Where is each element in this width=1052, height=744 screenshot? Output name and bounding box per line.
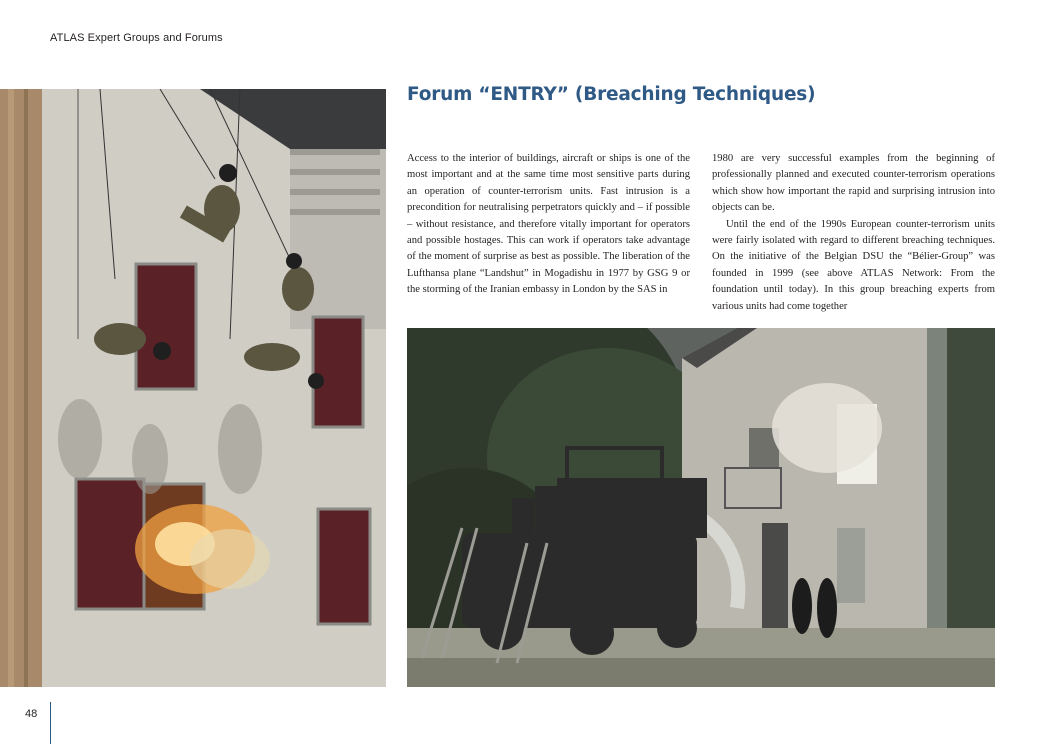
running-header: ATLAS Expert Groups and Forums: [50, 32, 223, 44]
page-number: 48: [25, 708, 38, 720]
footer-rule: [50, 702, 51, 744]
paragraph: 1980 are very successful examples from the beginning of professionally planned and executed counter-terrorism operations which show how important the rapid and surprising intrusion into objects can be.: [712, 153, 995, 214]
page-title: Forum “ENTRY” (Breaching Techniques): [407, 84, 816, 105]
paragraph: Access to the interior of buildings, aircraft or ships is one of the most important and at the same time most sensitive parts during an operation of counter-terrorism units. Fast intrusion is a precondition for neutralising perpetrators quickly and – if possible – without resistance, and therefore vitally important for operators and possible hostages. This can work if operators take advantage of the moment of surprise as best as possible. The liberation of the Lufthansa plane “Landshut” in Mogadishu in 1977 by GSG 9 or the storming of the Iranian embassy in London by the SAS in: [407, 153, 690, 296]
photo-breaching-vehicle: [407, 328, 995, 687]
article-column-right: [712, 151, 995, 315]
photo-rappelling-operators: [0, 89, 386, 687]
article-column-left: [407, 151, 690, 299]
paragraph: Until the end of the 1990s European counter-terrorism units were fairly isolated with regard to different breaching techniques. On the initiative of the Belgian DSU the “Bélier-Group” was founded in 1999 (see above ATLAS Network: From the foundation until today). In this group breaching experts from various units had come together: [712, 218, 995, 312]
